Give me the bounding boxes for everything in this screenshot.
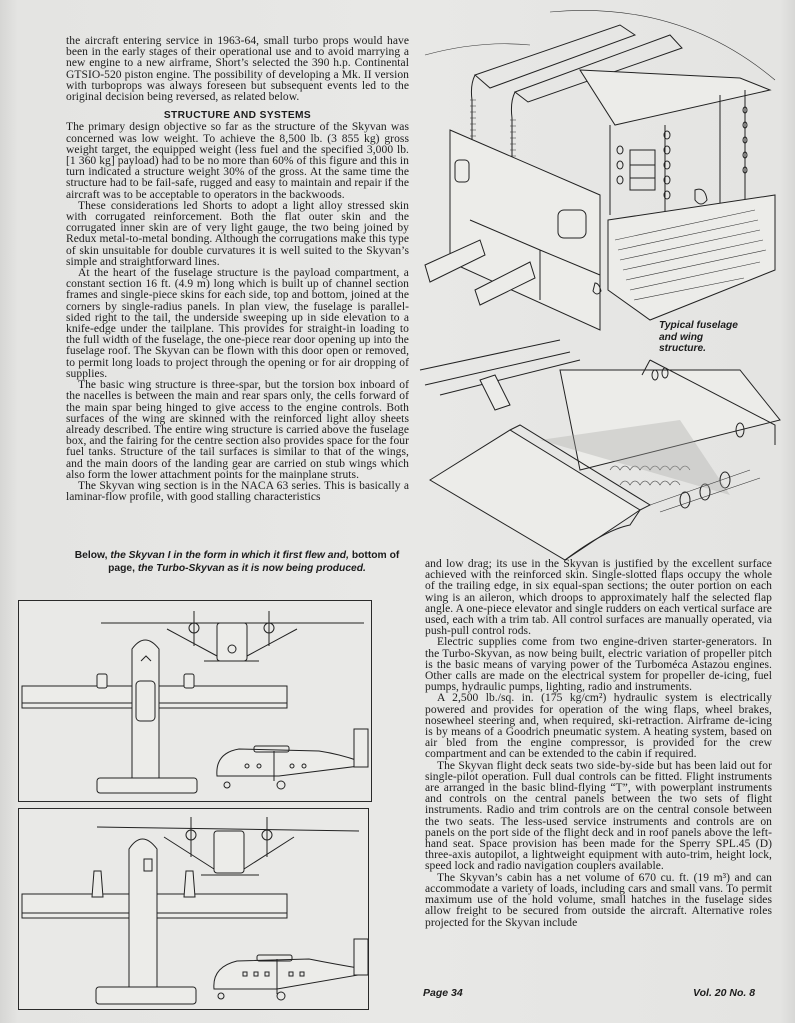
plan-tailplane: [97, 778, 197, 793]
side-fin: [354, 729, 368, 767]
cutaway-caption-line: Typical fuselage: [659, 320, 738, 331]
body-paragraph: Electric supplies come from two engine-driven starter-generators. In the Turbo-Skyvan, as now being built, electric variation of propeller pitch is the basic means of varying power of the Turboméca Astazou engines. Other calls are made on the electrical system for propeller de-icing, fuel pumps, hydraulic pumps, lighting, radio and instruments.: [425, 636, 772, 694]
body-paragraph: A 2,500 lb./sq. in. (175 kg/cm²) hydraulic system is electrically powered and provides for operation of the wing flaps, wheel brakes, nosewheel steering and, when required, ski-retraction. Airframe de-icing is by means of a Goodrich pneumatic system. A heating system, based on air bled from the engine compressor, is provided for the crew compartment and can be extended to the cabin if required.: [425, 692, 772, 761]
side-view: [217, 729, 368, 789]
window-frame: [630, 150, 655, 190]
caption-italic: the Turbo-Skyvan as it is now being produced.: [137, 562, 366, 574]
plan-turboprop-nacelle: [92, 871, 103, 897]
body-paragraph: and low drag; its use in the Skyvan is justified by the excellent surface achieved with the reinforced skin. Single-slotted flaps occupy the whole of the trailing edge, in six equal-span sections; the outer portion on each wing is an aileron, which droops to approximately half the selected flap angle. A one-piece elevator and single rudders on each vertical surface are used, each with a trim tab. All control surfaces are manually operated, via push-pull control rods.: [425, 558, 772, 638]
side-nosewheel: [224, 782, 230, 788]
spar-fitting: [480, 375, 510, 410]
body-paragraph: The Skyvan wing section is in the NACA 63 series. This is basically a laminar-flow profile, with good stalling characteristics: [66, 479, 409, 504]
caption-roman: Below,: [74, 550, 111, 561]
front-wing: [97, 827, 359, 831]
plan-nacelle: [184, 674, 194, 688]
body-paragraph: The primary design objective so far as the structure of the Skyvan was concerned was low weight. To achieve the 8,500 lb. (3 855 kg) gross weight target, the equipped weight (less fuel and the specified 3,000 lb. [1 360 kg] payload) had to be no more than 60% of this figure and this in turn indicated a structure weight 30% of the gross. At the same time the structure had to be fail-safe, rugged and easy to maintain and repair if the aircraft was to be acceptable to operators in the backwoods.: [66, 121, 409, 201]
front-fuselage: [214, 831, 244, 873]
page-number: Page 34: [423, 987, 463, 999]
side-view: [214, 939, 368, 1000]
side-mainwheel: [277, 781, 285, 789]
plan-nacelle: [97, 674, 107, 688]
skyvan-1-drawing: [19, 601, 371, 801]
three-view-caption: [62, 550, 412, 575]
body-paragraph: The basic wing structure is three-spar, but the torsion box inboard of the nacelles is between the main and rear spars only, the cells forward of the main spar being hinged to give access to the engine controls. Both surfaces of the wing are skinned with the reinforced light alloy sheets already described. The entire wing structure is carried above the fuselage box, and the fairing for the centre section also provides space for the four fuel tanks. Structure of the tail surfaces is similar to that of the wings, and the main doors of the landing gear are carried on stub wings which also form the lower attachment points for the mainplane struts.: [66, 379, 409, 481]
plan-fuselage: [129, 839, 157, 994]
body-paragraph: The Skyvan’s cabin has a net volume of 670 cu. ft. (19 m³) and can accommodate a variety of loads, including cars and small vans. To permit maximum use of the hold volume, small hatches in the fuselage sides allow freight to be secured from outside the aircraft. Alternative roles projected for the Skyvan include: [425, 871, 772, 929]
turbo-skyvan-three-view: [18, 808, 369, 1010]
cutaway-caption-line: structure.: [659, 343, 706, 354]
skyvan-1-three-view: [18, 600, 372, 802]
side-nosewheel: [218, 993, 224, 999]
front-fuselage: [217, 623, 247, 661]
body-paragraph: These considerations led Shorts to adopt a light alloy stressed skin with corrugated reinforcement. Both the flat outer skin and the corrugated inner skin are of very light gauge, the two being joined by Redux metal-to-metal bonding. Although the corrugations make this type of skin unsuitable for double curvatures it is well suited to the Skyvan’s simple and straightforward lines.: [66, 199, 409, 268]
outline-line: [425, 44, 530, 55]
right-text-column: [425, 559, 772, 929]
intro-paragraph: the aircraft entering service in 1963-64, small turbo props would have been in the early stages of their operational use and to avoid marrying a new engine to a new airframe, Short’s selected the 390 h.p. Continental GTSIO-520 piston engine. The possibility of developing a Mk. II version with turboprops was always foreseen but subsequent events led to the original decision being reversed, as related below.: [66, 35, 409, 104]
caption-italic: the Skyvan I in the form in which it first flew and,: [110, 550, 352, 561]
lightening-holes: [617, 107, 747, 199]
side-fin: [354, 939, 368, 975]
volume-issue: Vol. 20 No. 8: [693, 987, 756, 999]
left-text-column: [66, 36, 409, 503]
body-paragraph: At the heart of the fuselage structure is the payload compartment, a constant section 16 ft. (4.9 m) long which is built up of channel section frames and single-piece skins for each side, top and bottom, joined at the corners by single-radius panels. In plan view, the fuselage is parallel-sided right to the tail, the underside sweeping up in side elevation to a knife-edge under the tailplane. This provides for straight-in loading to the full width of the fuselage, the one-piece rear door opening up into the fuselage roof. The Skyvan can be flown with this door open or removed, to permit long loads to project through the opening or for air dropping of supplies.: [66, 267, 409, 380]
caption-roman: bottom of page,: [108, 550, 400, 574]
fuselage-cutaway-illustration: [420, 0, 795, 560]
section-heading: STRUCTURE AND SYSTEMS: [163, 110, 312, 122]
plan-turboprop-nacelle: [184, 871, 195, 897]
hatch-d: [695, 189, 707, 204]
turbo-skyvan-drawing: [19, 809, 368, 1009]
cutaway-caption: [659, 320, 749, 355]
plan-tailplane: [96, 987, 196, 1004]
cutaway-caption-line: and wing: [659, 331, 704, 343]
side-mainwheel: [277, 992, 285, 1000]
outline-arc: [550, 10, 775, 80]
body-paragraph: The Skyvan flight deck seats two side-by-side but has been laid out for single-pilot operation. Full dual controls can be fitted. Flight instruments are arranged in the basic blind-flying “T”, with powerplant instruments and controls on the central panels between the two sets of flight instruments. Radio and trim controls are on the central console between the two seats. The less-used service instruments and controls are on panels on the port side of the flight deck and in roof panels above the left-hand seat. Space provision has been made for the Sperry SPL.45 (D) three-axis autopilot, a lightweight equipment with auto-trim, height lock, speed lock and radio navigation couplers available.: [425, 759, 772, 873]
side-fuselage: [217, 749, 359, 776]
roof-panel: [580, 70, 770, 125]
fuselage-side-skin: [450, 130, 600, 330]
